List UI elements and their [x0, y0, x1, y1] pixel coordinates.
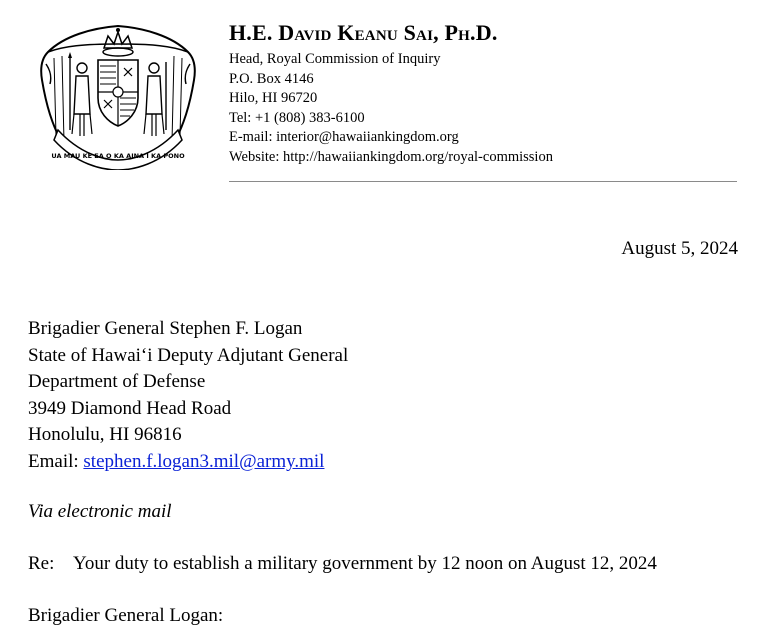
recipient-department: Department of Defense — [28, 371, 206, 393]
recipient-name: Brigadier General Stephen F. Logan — [28, 318, 303, 339]
sender-title: Head, Royal Commission of Inquiry — [229, 51, 441, 67]
recipient-address — [28, 316, 348, 476]
sender-name: H.E. David Keanu Sai, Ph.D. — [229, 20, 498, 45]
letterhead — [229, 18, 739, 168]
recipient-street: 3949 Diamond Head Road — [28, 397, 232, 419]
subject-label: Re: — [28, 553, 55, 574]
sender-po-box: P.O. Box 4146 — [229, 70, 314, 87]
sender-email: E-mail: interior@hawaiiankingdom.org — [229, 129, 459, 146]
royal-seal-logo — [34, 18, 202, 170]
recipient-email-label: Email: — [28, 450, 84, 472]
salutation: Brigadier General Logan: — [28, 605, 224, 626]
subject-line — [28, 553, 657, 575]
recipient-title: State of Hawaiʻi Deputy Adjutant General — [28, 344, 349, 366]
sender-website: Website: http://hawaiiankingdom.org/royal-commission — [229, 148, 553, 165]
seal-motto: UA MAU KE EA O KA AINA I KA PONO — [51, 152, 185, 160]
sender-phone: Tel: +1 (808) 383-6100 — [229, 109, 365, 126]
letter-date: August 5, 2024 — [621, 238, 738, 259]
delivery-method: Via electronic mail — [28, 501, 172, 522]
recipient-email-link[interactable]: stephen.f.logan3.mil@army.mil — [83, 450, 325, 472]
sender-city: Hilo, HI 96720 — [229, 90, 318, 107]
recipient-email-line — [28, 449, 348, 476]
letterhead-divider — [229, 181, 737, 182]
subject-text: Your duty to establish a military government by 12 noon on August 12, 2024 — [73, 553, 657, 574]
recipient-city: Honolulu, HI 96816 — [28, 424, 182, 446]
